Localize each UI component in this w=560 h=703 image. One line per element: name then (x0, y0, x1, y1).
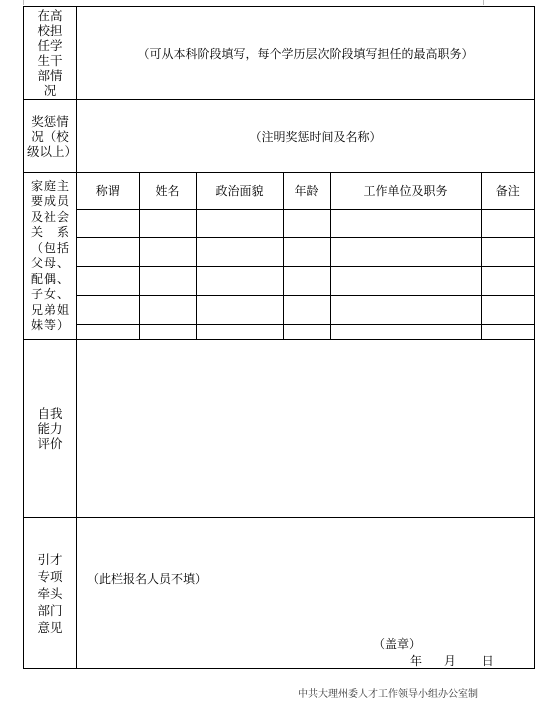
row-student-cadre (24, 7, 534, 99)
cell-remarks[interactable] (481, 267, 534, 296)
cell-remarks[interactable] (481, 238, 534, 267)
cell-remarks[interactable] (481, 296, 534, 325)
cell-relation[interactable] (77, 209, 139, 238)
field-awards[interactable] (77, 100, 534, 172)
row-self-evaluation (24, 339, 534, 517)
corner-mark-right (483, 0, 484, 5)
cell-political-status[interactable] (196, 209, 283, 238)
cell-political-status[interactable] (196, 267, 283, 296)
label-department-opinion (24, 518, 77, 668)
label-student-cadre (24, 7, 77, 99)
cell-relation[interactable] (77, 238, 139, 267)
table-row (77, 296, 534, 325)
seal-label: （盖章） (373, 637, 422, 651)
cell-relation[interactable] (77, 296, 139, 325)
issuer-footer: 中共大理州委人才工作领导小组办公室制 (298, 689, 478, 700)
label-department-opinion-text: 引才专项牵头部门意见 (37, 551, 63, 635)
cell-remarks[interactable] (481, 209, 534, 238)
registration-form-table (23, 6, 535, 669)
date-year-label: 年 (410, 654, 423, 668)
note-student-cadre: （可从本科阶段填写，每个学历层次阶段填写担任的最高职务） (137, 46, 474, 61)
cell-name[interactable] (139, 238, 196, 267)
label-family (24, 173, 77, 339)
label-awards-text: 奖惩情况（校级以上） (27, 113, 78, 159)
cell-age[interactable] (283, 296, 330, 325)
header-remarks: 备注 (481, 173, 534, 209)
date-line (410, 652, 494, 669)
cell-workplace[interactable] (330, 267, 481, 296)
label-self-evaluation (24, 340, 77, 517)
cell-age[interactable] (283, 209, 330, 238)
date-day-label: 日 (481, 654, 494, 668)
field-department-opinion[interactable] (77, 518, 534, 668)
corner-mark-left (23, 0, 24, 5)
label-awards (24, 100, 77, 172)
cell-political-status[interactable] (196, 325, 283, 340)
label-self-evaluation-text: 自我能力评价 (37, 406, 63, 451)
field-student-cadre[interactable] (77, 7, 534, 99)
header-workplace: 工作单位及职务 (330, 173, 481, 209)
label-family-text: 家庭主要成员及社会关系（包括父母、配偶、子女、兄弟姐妹等） (31, 178, 69, 332)
cell-age[interactable] (283, 325, 330, 340)
cell-age[interactable] (283, 238, 330, 267)
cell-age[interactable] (283, 267, 330, 296)
header-age: 年龄 (283, 173, 330, 209)
cell-workplace[interactable] (330, 209, 481, 238)
cell-name[interactable] (139, 325, 196, 340)
cell-remarks[interactable] (481, 325, 534, 340)
cell-name[interactable] (139, 267, 196, 296)
cell-workplace[interactable] (330, 325, 481, 340)
table-row (77, 209, 534, 238)
table-row (77, 238, 534, 267)
cell-political-status[interactable] (196, 238, 283, 267)
note-awards: （注明奖惩时间及名称） (249, 129, 382, 144)
cell-relation[interactable] (77, 267, 139, 296)
table-row (77, 325, 534, 340)
cell-name[interactable] (139, 209, 196, 238)
header-relation: 称谓 (77, 173, 139, 209)
family-table (77, 173, 534, 339)
header-political-status: 政治面貌 (196, 173, 283, 209)
table-row (77, 267, 534, 296)
header-name: 姓名 (139, 173, 196, 209)
date-month-label: 月 (443, 654, 456, 668)
family-members-grid (77, 173, 534, 339)
cell-name[interactable] (139, 296, 196, 325)
family-header-row (77, 173, 534, 209)
cell-political-status[interactable] (196, 296, 283, 325)
row-department-opinion (24, 517, 534, 668)
cell-workplace[interactable] (330, 296, 481, 325)
cell-relation[interactable] (77, 325, 139, 340)
row-family (24, 172, 534, 339)
label-student-cadre-text: 在高校担任学生干部情况 (37, 8, 63, 98)
row-awards (24, 99, 534, 172)
note-department-opinion: （此栏报名人员不填） (87, 572, 208, 586)
field-self-evaluation[interactable] (77, 340, 534, 517)
cell-workplace[interactable] (330, 238, 481, 267)
